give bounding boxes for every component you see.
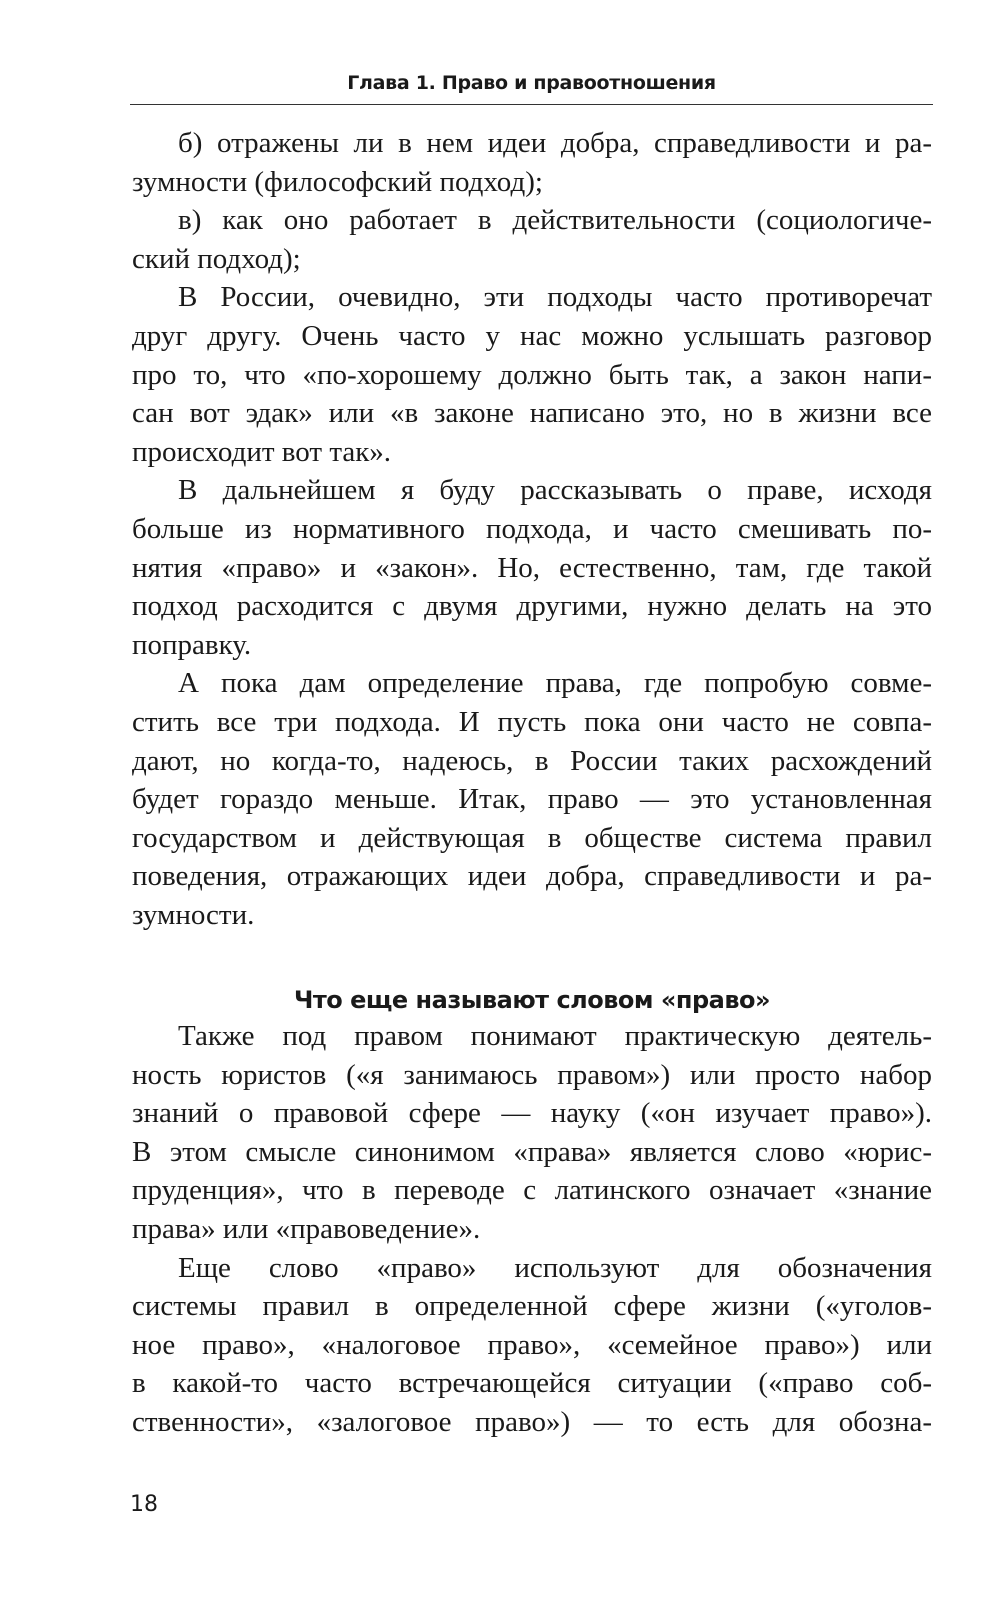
text-line: поведения, отражающих идеи добра, справедливости и ра- [132,860,932,893]
text-line: сан вот эдак» или «в законе написано это, но в жизни все [132,397,932,430]
page-number: 18 [130,1492,158,1517]
text-line: подход расходится с двумя другими, нужно делать на это [132,590,932,623]
text-line: зумности. [132,898,255,931]
header-rule [130,104,933,105]
text-line: ственности», «залоговое право») — то есть для обозна- [132,1405,932,1438]
text-line: нятия «право» и «закон». Но, естественно, там, где такой [132,551,932,584]
text-line: государством и действующая в обществе система правил [132,821,932,854]
text-line: ное право», «налоговое право», «семейное право») или [132,1328,932,1361]
text-line: ность юристов («я занимаюсь правом») или просто набор [132,1058,932,1091]
text-line: права» или «правоведение». [132,1212,481,1245]
text-line: пруденция», что в переводе с латинского означает «знание [132,1174,932,1207]
text-line: В России, очевидно, эти подходы часто противоречат [178,281,932,314]
text-line: происходит вот так». [132,435,392,468]
text-line: зумности (философский подход); [132,165,543,198]
text-line: знаний о правовой сфере — науку («он изучает право»). [132,1097,932,1130]
text-block-bottom [132,1017,932,1442]
section-heading: Что еще называют словом «право» [293,986,771,1014]
text-line: системы правил в определенной сфере жизни («уголов- [132,1290,932,1323]
text-line: ский подход); [132,242,301,275]
text-line: дают, но когда-то, надеюсь, в России таких расхождений [132,744,932,777]
running-title: Глава 1. Право и правоотношения [347,72,716,94]
text-line: про то, что «по-хорошему должно быть так, а закон напи- [132,358,932,391]
text-line: Также под правом понимают практическую деятель- [178,1020,932,1052]
text-block-top [132,124,932,934]
text-line: В этом смысле синонимом «права» является слово «юрис- [132,1135,932,1168]
text-line: В дальнейшем я буду рассказывать о праве, исходя [178,474,932,507]
text-line: поправку. [132,628,252,661]
text-line: стить все три подхода. И пусть пока они часто не совпа- [132,705,932,738]
text-line: больше из нормативного подхода, и часто смешивать по- [132,512,932,545]
text-line: Еще слово «право» используют для обозначения [178,1251,932,1284]
text-line: будет гораздо меньше. Итак, право — это установленная [132,783,932,816]
text-line: друг другу. Очень часто у нас можно услышать разговор [132,319,932,352]
text-line: б) отражены ли в нем идеи добра, справедливости и ра- [178,127,932,159]
text-line: в) как оно работает в действительности (социологиче- [178,204,932,237]
text-line: А пока дам определение права, где попробую совме- [178,667,932,700]
text-line: в какой-то часто встречающейся ситуации («право соб- [132,1367,932,1400]
